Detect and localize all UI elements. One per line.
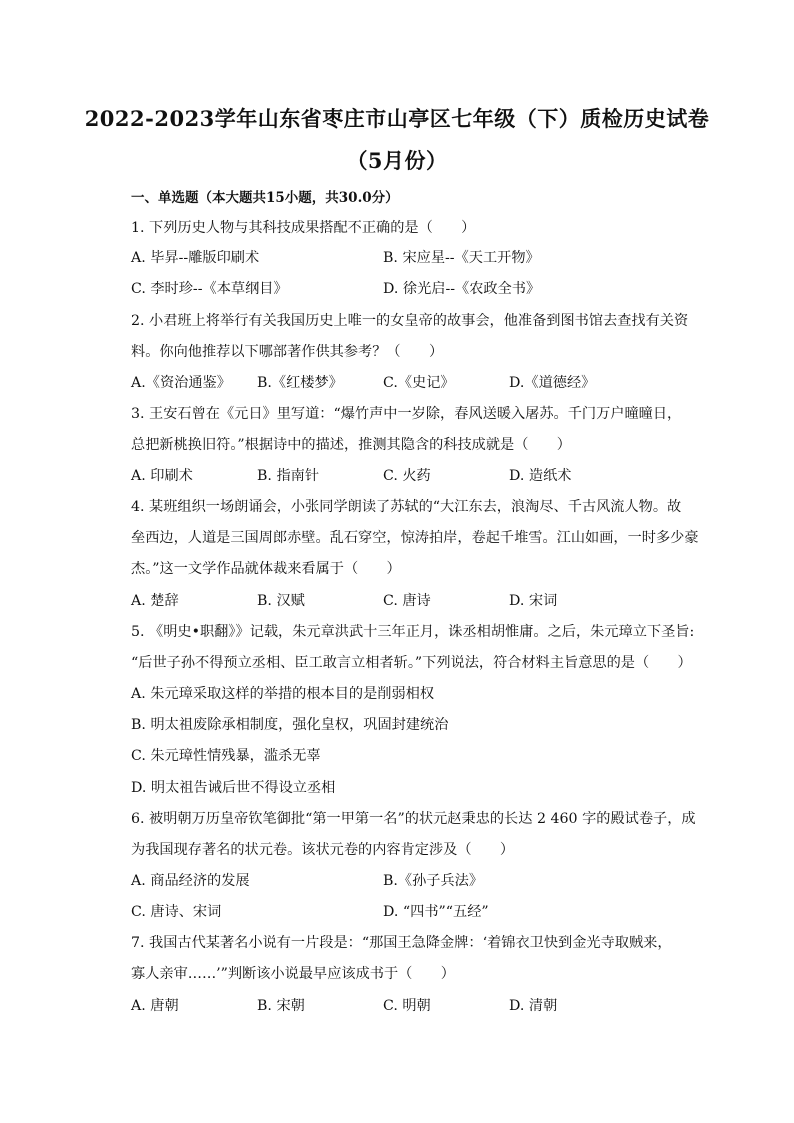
- question-5-option-c: C. 朱元璋性情残暴，滥杀无辜: [131, 748, 321, 764]
- question-4-option-c: C. 唐诗: [383, 593, 431, 609]
- question-4-text-line-3: 杰。”这一文学作品就体裁来看属于（ ）: [131, 561, 401, 577]
- question-4-option-b: B. 汉赋: [257, 593, 305, 609]
- question-1-option-b: B. 宋应星--《天工开物》: [383, 250, 540, 266]
- question-7-option-b: B. 宋朝: [257, 998, 305, 1014]
- question-3-option-a: A. 印刷术: [131, 468, 193, 484]
- question-4-option-d: D. 宋词: [509, 593, 558, 609]
- question-5-text-line-1: 5. 《明史•职翻》》记载，朱元章洪武十三年正月，诛丞相胡惟庸。之后，朱元璋立下圣旨:: [131, 624, 695, 640]
- question-6-option-a: A. 商品经济的发展: [131, 873, 250, 889]
- question-6-option-c: C. 唐诗、宋词: [131, 904, 222, 920]
- question-7-text-line-2: 寡人亲审……’”判断该小说最早应该成书于（ ）: [131, 966, 455, 982]
- question-6-option-d: D. “四书”“五经”: [383, 904, 489, 920]
- question-1-text: 1. 下列历史人物与其科技成果搭配不正确的是（ ）: [131, 220, 476, 236]
- question-6-option-b: B.《孙子兵法》: [383, 873, 484, 889]
- question-2-option-d: D.《道德经》: [509, 375, 596, 391]
- question-7-option-c: C. 明朝: [383, 998, 431, 1014]
- question-6-text-line-1: 6. 被明朝万历皇帝钦笔御批“第一甲第一名”的状元赵秉忠的长达 2 460 字的殿试卷子，成: [131, 811, 696, 827]
- question-1-option-c: C. 李时珍--《本草纲目》: [131, 281, 288, 297]
- question-7-option-d: D. 清朝: [509, 998, 558, 1014]
- question-5-option-b: B. 明太祖废除承相制度，强化皇权，巩固封建统治: [131, 717, 449, 733]
- exam-title-line-1: 2022-2023学年山东省枣庄市山亭区七年级（下）质检历史试卷: [84, 106, 710, 131]
- question-2-text-line-1: 2. 小君班上将举行有关我国历史上唯一的女皇帝的故事会，他准备到图书馆去查找有关资: [131, 313, 689, 329]
- question-5-text-line-2: “后世子孙不得预立丞相、臣工敢言立相者斩。”下列说法，符合材料主旨意思的是（ ）: [131, 655, 692, 671]
- question-2-option-b: B.《红楼梦》: [257, 375, 343, 391]
- question-3-text-line-2: 总把新桃换旧符。”根据诗中的描述，推测其隐含的科技成就是（ ）: [131, 437, 571, 453]
- exam-title-line-2: （5月份）: [346, 148, 448, 173]
- section-heading: 一、单选题（本大题共15小题，共30.0分）: [131, 190, 399, 206]
- question-5-option-a: A. 朱元璋采取这样的举措的根本目的是削弱相权: [131, 686, 435, 702]
- question-4-text-line-2: 垒西边，人道是三国周郎赤壁。乱石穿空，惊涛拍岸，卷起千堆雪。江山如画，一时多少豪: [131, 530, 699, 546]
- question-4-text-line-1: 4. 某班组织一场朗诵会，小张同学朗读了苏轼的“大江东去，浪淘尽、千古风流人物。故: [131, 499, 682, 515]
- question-5-option-d: D. 明太祖告诫后世不得设立丞相: [131, 780, 336, 796]
- question-7-option-a: A. 唐朝: [131, 998, 179, 1014]
- question-6-text-line-2: 为我国现存著名的状元卷。该状元卷的内容肯定涉及（ ）: [131, 842, 515, 858]
- question-2-option-c: C.《史记》: [383, 375, 455, 391]
- question-4-option-a: A. 楚辞: [131, 593, 179, 609]
- question-1-option-a: A. 毕昇--雕版印刷术: [131, 250, 260, 266]
- question-3-option-d: D. 造纸术: [509, 468, 572, 484]
- question-3-option-c: C. 火药: [383, 468, 431, 484]
- question-7-text-line-1: 7. 我国古代某著名小说有一片段是：“那国王急降金牌：‘着锦衣卫快到金光寺取贼来，: [131, 935, 672, 951]
- question-3-option-b: B. 指南针: [257, 468, 320, 484]
- question-1-option-d: D. 徐光启--《农政全书》: [383, 281, 541, 297]
- question-2-option-a: A.《资治通鉴》: [131, 375, 231, 391]
- question-3-text-line-1: 3. 王安石曾在《元日》里写道：“爆竹声中一岁除，春风送暖入屠苏。千门万户曈曈日，: [131, 406, 682, 422]
- question-2-text-line-2: 料。你向他推荐以下哪部著作供其参考？（ ）: [131, 344, 444, 360]
